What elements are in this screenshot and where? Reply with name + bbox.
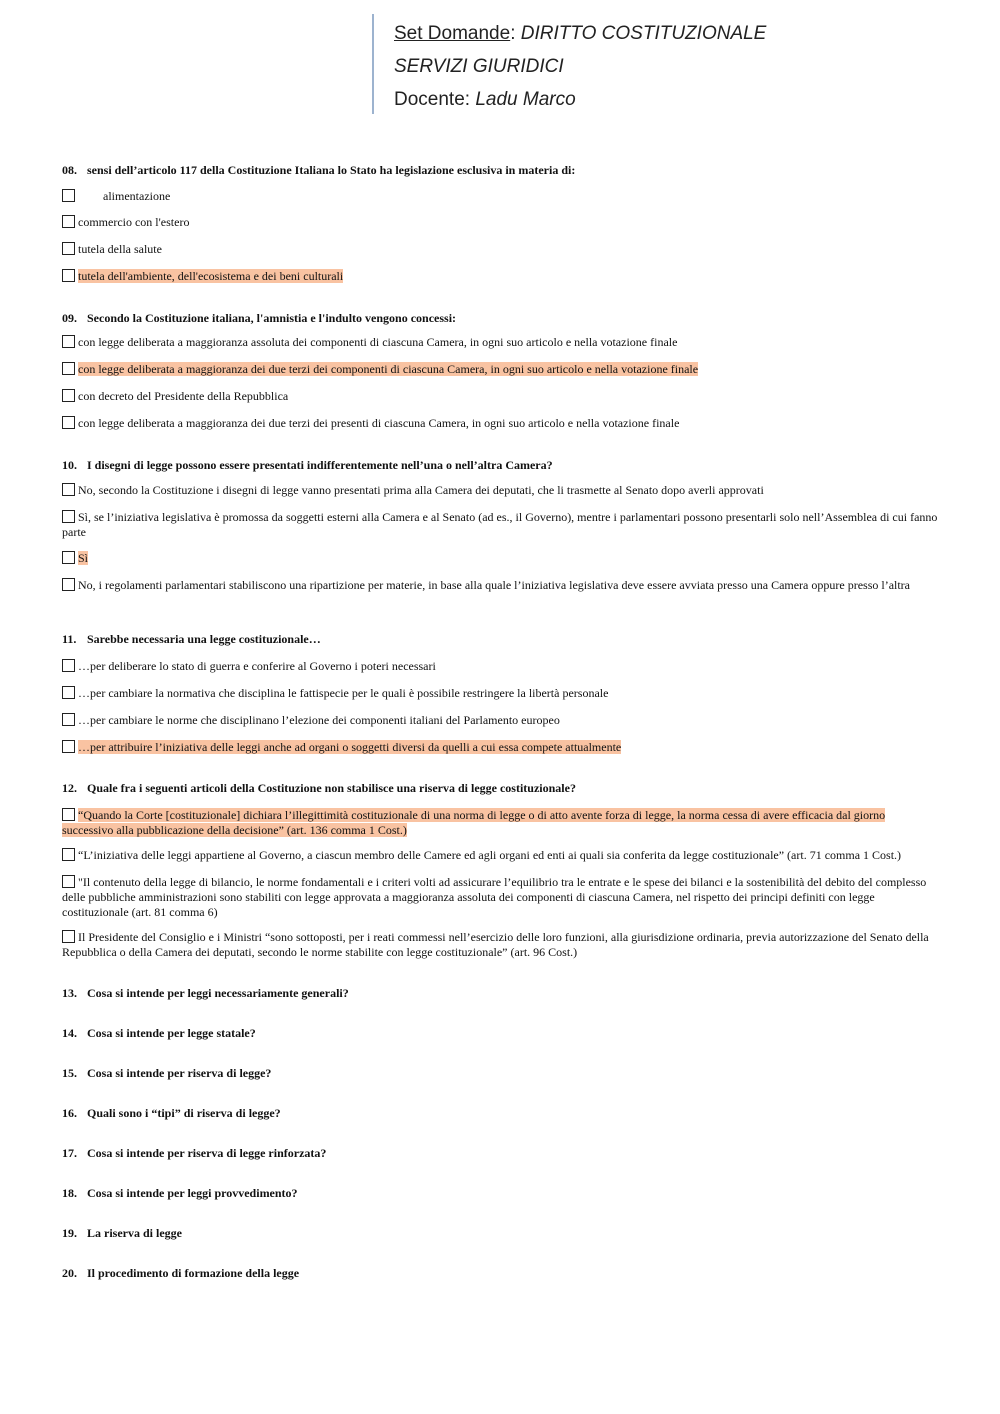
document-header xyxy=(372,14,994,114)
checkbox[interactable] xyxy=(62,578,75,591)
set-title-line xyxy=(394,20,994,47)
q09-option-4 xyxy=(62,416,938,431)
question-text: Il procedimento di formazione della legge xyxy=(87,1266,300,1280)
set-label: Set Domande xyxy=(394,23,511,44)
checkbox[interactable] xyxy=(62,930,75,943)
q10-option-4 xyxy=(62,578,938,593)
question-number: 17. xyxy=(62,1146,77,1160)
q08-option-2 xyxy=(62,215,938,230)
option-text-highlighted: tutela dell'ambiente, dell'ecosistema e dei beni culturali xyxy=(78,269,344,283)
question-number: 09. xyxy=(62,311,77,325)
q11-option-3 xyxy=(62,713,938,728)
q09-option-3 xyxy=(62,389,938,404)
question-18-title xyxy=(62,1186,938,1200)
course-line xyxy=(394,53,994,80)
q11-option-2 xyxy=(62,686,938,701)
checkbox[interactable] xyxy=(62,510,75,523)
question-number: 18. xyxy=(62,1186,77,1200)
question-text: Cosa si intende per riserva di legge? xyxy=(87,1066,272,1080)
q11-option-1 xyxy=(62,659,938,674)
q12-option-2 xyxy=(62,848,938,863)
checkbox[interactable] xyxy=(62,848,75,861)
question-text: sensi dell’articolo 117 della Costituzione Italiana lo Stato ha legislazione esclusiva in materia di: xyxy=(87,163,576,177)
question-15-title xyxy=(62,1066,938,1080)
option-text-highlighted: con legge deliberata a maggioranza dei due terzi dei componenti di ciascuna Camera, in ogni suo articolo e nella votazione finale xyxy=(78,362,699,376)
checkbox[interactable] xyxy=(62,362,75,375)
q08-option-4 xyxy=(62,269,938,284)
option-text: Il Presidente del Consiglio e i Ministri “sono sottoposti, per i reati commessi nell’esercizio delle loro funzioni, alla giurisdizione ordinaria, previa autorizzazione del Senato della Repubblica o della Camera dei deputati, secondo le norme stabilite con legge costituzionale” (art. 96 Cost.) xyxy=(62,930,929,959)
option-text: No, secondo la Costituzione i disegni di legge vanno presentati prima alla Camera dei deputati, che li trasmette al Senato dopo averli approvati xyxy=(78,483,764,497)
question-number: 16. xyxy=(62,1106,77,1120)
question-text: Cosa si intende per legge statale? xyxy=(87,1026,256,1040)
q11-option-4 xyxy=(62,740,938,755)
checkbox[interactable] xyxy=(62,389,75,402)
question-number: 12. xyxy=(62,781,77,795)
question-number: 13. xyxy=(62,986,77,1000)
question-08-title xyxy=(62,163,938,177)
question-text: Cosa si intende per leggi provvedimento? xyxy=(87,1186,298,1200)
option-text: con legge deliberata a maggioranza dei due terzi dei presenti di ciascuna Camera, in ogni suo articolo e nella votazione finale xyxy=(78,416,680,430)
q09-option-2 xyxy=(62,362,938,377)
q08-option-1 xyxy=(62,189,938,204)
option-text: “L’iniziativa delle leggi appartiene al Governo, a ciascun membro delle Camere ed agli organi ed enti ai quali sia conferita da legge costituzionale” (art. 71 comma 1 Cost.) xyxy=(78,848,902,862)
teacher-line xyxy=(394,86,994,113)
option-text: tutela della salute xyxy=(78,242,162,256)
option-text: …per cambiare le norme che disciplinano l’elezione dei componenti italiani del Parlamento europeo xyxy=(78,713,560,727)
checkbox[interactable] xyxy=(62,269,75,282)
checkbox[interactable] xyxy=(62,875,75,888)
option-text: alimentazione xyxy=(103,189,171,203)
question-number: 19. xyxy=(62,1226,77,1240)
question-12-title xyxy=(62,781,938,795)
q10-option-1 xyxy=(62,483,938,498)
option-text-highlighted: Sì xyxy=(78,551,89,565)
option-text: Sì, se l’iniziativa legislativa è promossa da soggetti esterni alla Camera e al Senato (ad es., il Governo), mentre i parlamentari possono presentarli solo nell’Assemblea di cui fanno parte xyxy=(62,510,938,539)
course-title: SERVIZI GIURIDICI xyxy=(394,56,564,77)
checkbox[interactable] xyxy=(62,215,75,228)
question-11-title xyxy=(62,632,938,646)
option-text: "Il contenuto della legge di bilancio, le norme fondamentali e i criteri volti ad assicurare l’equilibrio tra le entrate e le spese dei bilanci e la sostenibilità del debito del complesso delle pubbliche amministrazioni sono stabiliti con legge approvata a maggioranza assoluta dei componenti di ciascuna Camera, nel rispetto dei principi definiti con legge costituzionale (art. 81 comma 6) xyxy=(62,875,927,919)
option-text-highlighted: …per attribuire l’iniziativa delle leggi anche ad organi o soggetti diversi da quelli a cui essa compete attualmente xyxy=(78,740,622,754)
option-text-highlighted: “Quando la Corte [costituzionale] dichiara l’illegittimità costituzionale di una norma di legge o di atto avente forza di legge, la norma cessa di avere efficacia dal giorno successivo alla pubblicazione della decisione” (art. 136 comma 1 Cost.) xyxy=(62,808,886,837)
checkbox[interactable] xyxy=(62,242,75,255)
question-text: Quali sono i “tipi” di riserva di legge? xyxy=(87,1106,281,1120)
checkbox[interactable] xyxy=(62,551,75,564)
set-separator: : xyxy=(510,23,521,44)
checkbox[interactable] xyxy=(62,335,75,348)
question-text: Sarebbe necessaria una legge costituzionale… xyxy=(87,632,321,646)
question-text: Cosa si intende per riserva di legge rinforzata? xyxy=(87,1146,327,1160)
checkbox[interactable] xyxy=(62,659,75,672)
question-16-title xyxy=(62,1106,938,1120)
option-text: …per cambiare la normativa che disciplina le fattispecie per le quali è possibile restringere la libertà personale xyxy=(78,686,609,700)
q12-option-1 xyxy=(62,808,938,838)
checkbox[interactable] xyxy=(62,713,75,726)
question-text: La riserva di legge xyxy=(87,1226,182,1240)
question-number: 20. xyxy=(62,1266,77,1280)
option-text: commercio con l'estero xyxy=(78,215,190,229)
option-text: No, i regolamenti parlamentari stabiliscono una ripartizione per materie, in base alla quale l’iniziativa legislativa deve essere avviata presso una Camera oppure presso l’altra xyxy=(78,578,911,592)
checkbox[interactable] xyxy=(62,483,75,496)
question-number: 08. xyxy=(62,163,77,177)
question-17-title xyxy=(62,1146,938,1160)
option-text: …per deliberare lo stato di guerra e conferire al Governo i poteri necessari xyxy=(78,659,436,673)
question-14-title xyxy=(62,1026,938,1040)
q08-option-3 xyxy=(62,242,938,257)
question-text: I disegni di legge possono essere presentati indifferentemente nell’una o nell’altra Camera? xyxy=(87,458,553,472)
question-text: Cosa si intende per leggi necessariamente generali? xyxy=(87,986,349,1000)
question-number: 14. xyxy=(62,1026,77,1040)
question-09-title xyxy=(62,311,938,325)
q10-option-3 xyxy=(62,551,938,566)
q10-option-2 xyxy=(62,510,938,540)
option-text: con legge deliberata a maggioranza assoluta dei componenti di ciascuna Camera, in ogni suo articolo e nella votazione finale xyxy=(78,335,678,349)
question-19-title xyxy=(62,1226,938,1240)
teacher-label: Docente: xyxy=(394,89,476,110)
checkbox[interactable] xyxy=(62,740,75,753)
subject-title: DIRITTO COSTITUZIONALE xyxy=(520,23,767,44)
question-text: Quale fra i seguenti articoli della Costituzione non stabilisce una riserva di legge costituzionale? xyxy=(87,781,576,795)
q12-option-3 xyxy=(62,875,938,920)
question-20-title xyxy=(62,1266,938,1280)
question-number: 10. xyxy=(62,458,77,472)
question-10-title xyxy=(62,458,938,472)
checkbox[interactable] xyxy=(62,686,75,699)
option-text: con decreto del Presidente della Repubblica xyxy=(78,389,289,403)
checkbox[interactable] xyxy=(62,416,75,429)
checkbox[interactable] xyxy=(62,189,75,202)
checkbox[interactable] xyxy=(62,808,75,821)
q12-option-4 xyxy=(62,930,938,960)
teacher-name: Ladu Marco xyxy=(475,89,576,110)
question-13-title xyxy=(62,986,938,1000)
question-number: 15. xyxy=(62,1066,77,1080)
question-text: Secondo la Costituzione italiana, l'amnistia e l'indulto vengono concessi: xyxy=(87,311,457,325)
q09-option-1 xyxy=(62,335,938,350)
question-number: 11. xyxy=(62,632,77,646)
